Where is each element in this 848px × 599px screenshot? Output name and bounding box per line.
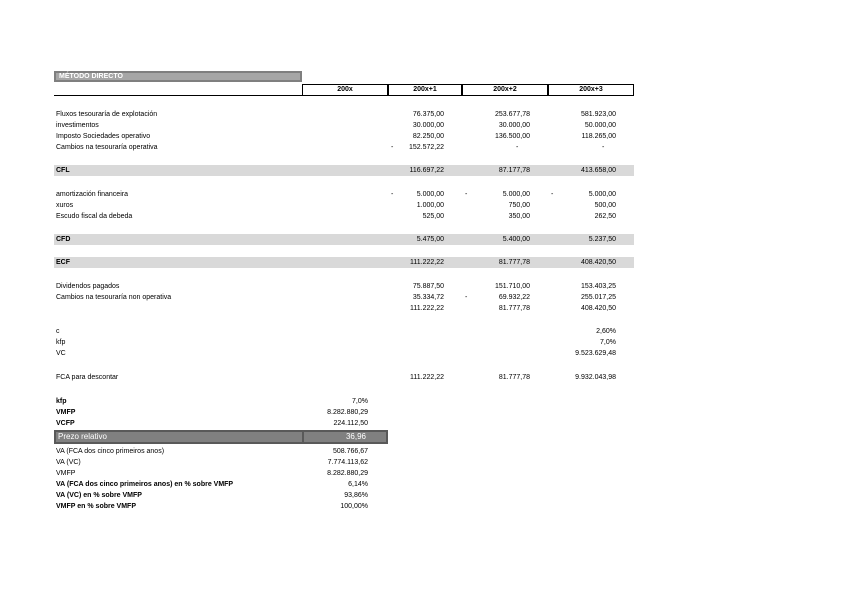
cell: 408.420,50 — [580, 305, 616, 312]
row-label: amortización financeira — [56, 191, 128, 198]
cell: 136.500,00 — [494, 133, 530, 140]
cell: 5.000,00 — [502, 191, 530, 198]
cell: 111.222,22 — [410, 305, 444, 312]
minus-sign: - — [391, 144, 394, 151]
summary-value: 224.112,50 — [333, 420, 368, 427]
year-header-2: 200x+2 — [462, 84, 548, 96]
summary-label: VMFP — [56, 470, 76, 477]
cell: 581.923,00 — [580, 111, 616, 118]
summary-label: VA (VC) en % sobre VMFP — [56, 492, 142, 499]
cell: 253.677,78 — [494, 111, 530, 118]
cell: 5.475,00 — [416, 236, 444, 243]
cfl-band — [54, 165, 634, 176]
summary-label: VA (FCA dos cinco primeiros anos) en % sobre VMFP — [56, 481, 234, 488]
row-label: VC — [56, 350, 66, 357]
cell: 5.400,00 — [502, 236, 530, 243]
cell: 75.887,50 — [412, 283, 444, 290]
year-header-0: 200x — [302, 84, 388, 96]
cell: 81.777,78 — [498, 374, 530, 381]
relative-price-label: Prezo relativo — [58, 432, 107, 441]
cell: 750,00 — [508, 202, 530, 209]
relative-price-value: 36,96 — [345, 432, 366, 441]
cell: - — [516, 144, 519, 151]
header-underline — [54, 95, 304, 96]
minus-sign: - — [551, 191, 554, 198]
cell: 111.222,22 — [410, 374, 444, 381]
cell: 262,50 — [594, 213, 616, 220]
row-label: c — [56, 328, 60, 335]
summary-value: 508.766,67 — [332, 448, 368, 455]
row-label: CFD — [56, 236, 71, 243]
cell: 408.420,50 — [580, 259, 616, 266]
cell: 111.222,22 — [410, 259, 444, 266]
cell: 118.265,00 — [581, 133, 616, 140]
cell: 69.932,22 — [498, 294, 530, 301]
cell: 5.237,50 — [588, 236, 616, 243]
cell: 7,0% — [600, 339, 616, 346]
row-label: xuros — [56, 202, 74, 209]
ecf-band — [54, 257, 634, 268]
summary-value: 8.282.880,29 — [327, 409, 368, 416]
cell: 153.403,25 — [580, 283, 616, 290]
row-label: investimentos — [56, 122, 99, 129]
cell: 30.000,00 — [412, 122, 444, 129]
summary-value: 7,0% — [352, 398, 368, 405]
cell: 413.658,00 — [580, 167, 616, 174]
summary-label: VA (VC) — [56, 459, 81, 466]
cell: 87.177,78 — [498, 167, 530, 174]
cell: 116.697,22 — [409, 167, 444, 174]
cell: 5.000,00 — [416, 191, 444, 198]
row-label: Imposto Sociedades operativo — [56, 133, 151, 140]
row-label: Cambios na tesouraría operativa — [56, 144, 158, 151]
cell: 151.710,00 — [494, 283, 530, 290]
cell: 9.932.043,98 — [575, 374, 616, 381]
cell: 5.000,00 — [588, 191, 616, 198]
row-label: Fluxos tesouraría de explotación — [56, 111, 158, 118]
cell: 50.000,00 — [584, 122, 616, 129]
minus-sign: - — [391, 191, 394, 198]
summary-value: 8.282.880,29 — [327, 470, 368, 477]
row-label: kfp — [56, 339, 66, 346]
cell: 81.777,78 — [498, 305, 530, 312]
summary-label: kfp — [56, 398, 67, 405]
cell: 2,60% — [596, 328, 616, 335]
row-label: ECF — [56, 259, 70, 266]
cell: 82.250,00 — [412, 133, 444, 140]
summary-value: 100,00% — [340, 503, 368, 510]
row-label: Escudo fiscal da debeda — [56, 213, 133, 220]
summary-value: 6,14% — [348, 481, 368, 488]
cell: 1.000,00 — [416, 202, 444, 209]
cell: 76.375,00 — [412, 111, 444, 118]
summary-label: VMFP — [56, 409, 76, 416]
year-header-1: 200x+1 — [388, 84, 462, 96]
cell: 81.777,78 — [498, 259, 530, 266]
row-label: Cambios na tesouraría non operativa — [56, 294, 172, 301]
cell: 152.572,22 — [408, 144, 444, 151]
cell: 30.000,00 — [498, 122, 530, 129]
summary-label: VCFP — [56, 420, 75, 427]
cell: 500,00 — [594, 202, 616, 209]
summary-value: 7.774.113,62 — [327, 459, 368, 466]
summary-label: VMFP en % sobre VMFP — [56, 503, 136, 510]
minus-sign: - — [465, 191, 468, 198]
cell: 9.523.629,48 — [575, 350, 616, 357]
minus-sign: - — [465, 294, 468, 301]
row-label: Dividendos pagados — [56, 283, 120, 290]
summary-label: VA (FCA dos cinco primeiros anos) — [56, 448, 165, 455]
cell: 350,00 — [508, 213, 530, 220]
cell: 35.334,72 — [412, 294, 444, 301]
method-title-box — [54, 71, 302, 82]
cell: - — [602, 144, 605, 151]
summary-value: 93,86% — [344, 492, 368, 499]
cell: 255.017,25 — [580, 294, 616, 301]
row-label: CFL — [56, 167, 70, 174]
cfd-band — [54, 234, 634, 245]
year-header-3: 200x+3 — [548, 84, 634, 96]
row-label: FCA para descontar — [56, 374, 119, 381]
cell: 525,00 — [422, 213, 444, 220]
method-title: MÉTODO DIRECTO — [59, 73, 123, 80]
